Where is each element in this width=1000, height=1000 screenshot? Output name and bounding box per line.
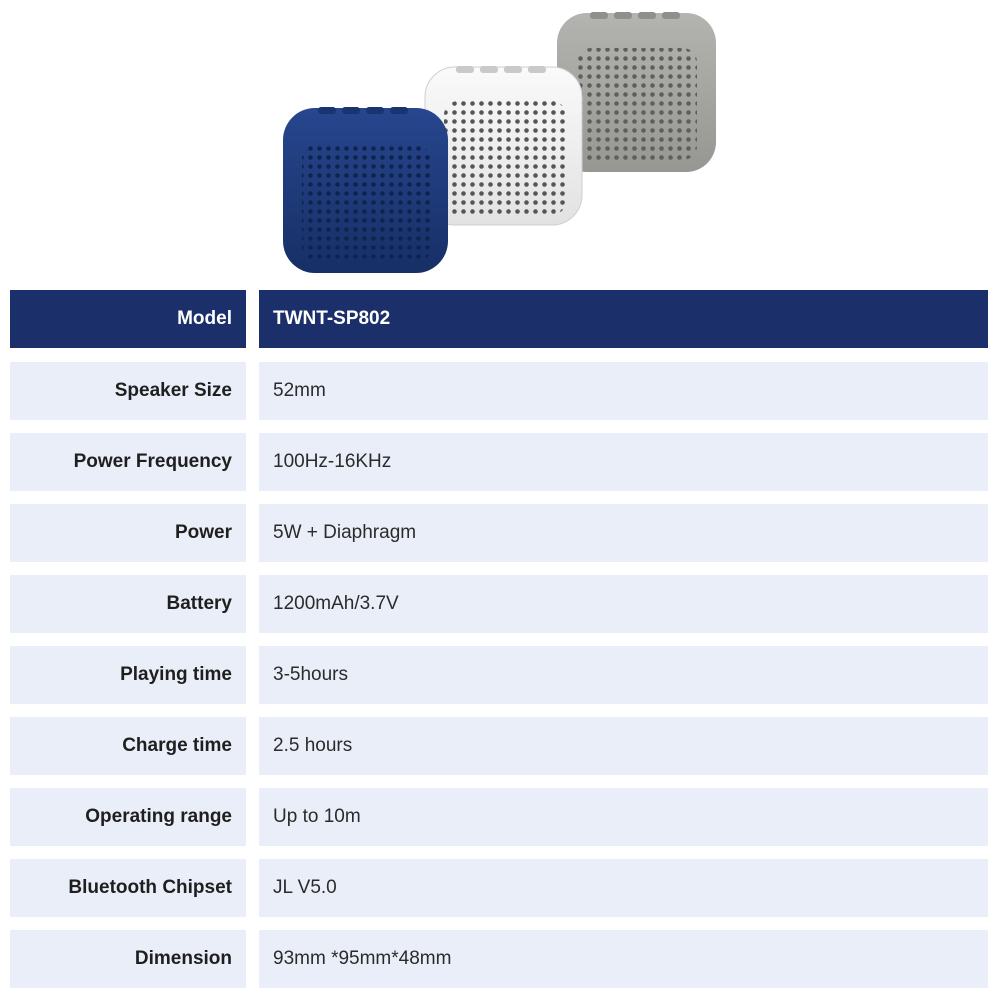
header-label: Model	[10, 290, 246, 348]
spec-label: Power Frequency	[10, 433, 246, 491]
spec-value: 52mm	[259, 362, 988, 420]
spec-label: Speaker Size	[10, 362, 246, 420]
table-row	[10, 362, 988, 420]
spec-label: Bluetooth Chipset	[10, 859, 246, 917]
spec-label: Operating range	[10, 788, 246, 846]
table-row	[10, 859, 988, 917]
speaker-illustration	[0, 0, 1000, 285]
product-image	[0, 0, 1000, 285]
spec-value: JL V5.0	[259, 859, 988, 917]
table-row	[10, 575, 988, 633]
spec-value: 3-5hours	[259, 646, 988, 704]
spec-label: Battery	[10, 575, 246, 633]
spec-value: 2.5 hours	[259, 717, 988, 775]
spec-value: 100Hz-16KHz	[259, 433, 988, 491]
table-row	[10, 788, 988, 846]
spec-value: Up to 10m	[259, 788, 988, 846]
table-row	[10, 433, 988, 491]
table-row	[10, 504, 988, 562]
spec-value: 5W + Diaphragm	[259, 504, 988, 562]
spec-label: Playing time	[10, 646, 246, 704]
table-row	[10, 717, 988, 775]
table-row	[10, 646, 988, 704]
table-header-row	[10, 290, 988, 348]
spec-value: 1200mAh/3.7V	[259, 575, 988, 633]
spec-label: Dimension	[10, 930, 246, 988]
speaker-white-icon	[425, 66, 582, 225]
header-value: TWNT-SP802	[259, 290, 988, 348]
table-row	[10, 930, 988, 988]
spec-label: Power	[10, 504, 246, 562]
speaker-blue-icon	[283, 107, 448, 273]
spec-label: Charge time	[10, 717, 246, 775]
spec-value: 93mm *95mm*48mm	[259, 930, 988, 988]
